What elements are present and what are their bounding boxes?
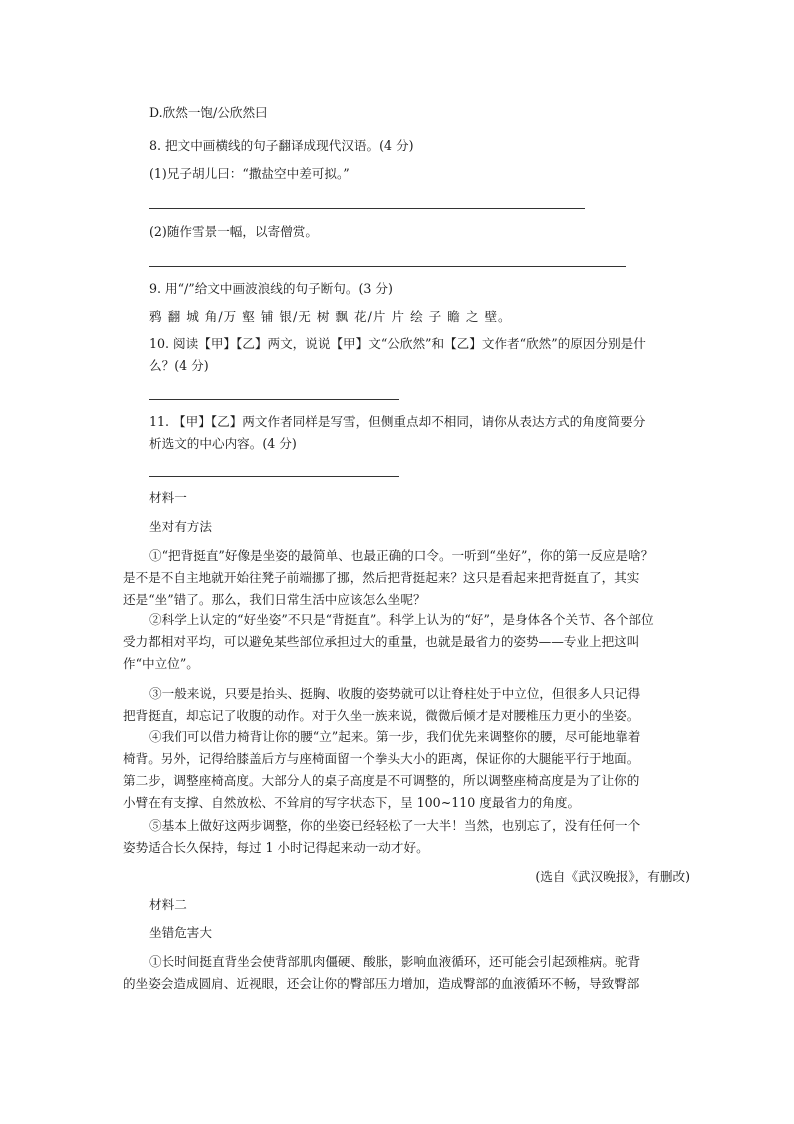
paragraph-line: 还是“坐”错了。那么，我们日常生活中应该怎么坐呢？ [123,592,426,607]
paragraph-line: 小臂在有支撑、自然放松、不耸肩的写字状态下，呈 100~110 度最省力的角度。 [123,795,581,810]
material2-label: 材料二 [149,897,187,912]
paragraph-line: 把背挺直，却忘记了收腹的动作。对于久坐一族来说，微微后倾才是对腰椎压力更小的坐姿。 [123,708,640,723]
q8-item2: (2)随作雪景一幅，以寄僧赏。 [149,224,318,239]
paragraph-line: 的坐姿会造成圆肩、近视眼，还会让你的臀部压力增加，造成臀部的血液循环不畅，导致臀部 [123,976,640,991]
material1-source: (选自《武汉晚报》，有删改) [535,869,690,884]
material2-title: 坐错危害大 [149,925,212,940]
paragraph-line: 作“中立位”。 [123,656,199,671]
paragraph-line: 受力都相对平均，可以避免某些部位承担过大的重量，也就是最省力的姿势——专业上把这叫 [123,634,640,649]
paragraph-line: 第二步，调整座椅高度。大部分人的桌子高度是不可调整的，所以调整座椅高度是为了让你的 [123,773,640,788]
q8-prompt: 8. 把文中画横线的句子翻译成现代汉语。(4 分) [149,138,414,153]
q10-prompt-line1: 10. 阅读【甲】【乙】两文，说说【甲】文“公欣然”和【乙】文作者“欣然”的原因分别是什 [149,336,646,351]
paragraph-line: 姿势适合长久保持，每过 1 小时记得起来动一动才好。 [123,840,429,855]
paragraph-line: ⑤基本上做好这两步调整，你的坐姿已经轻松了一大半！当然，也别忘了，没有任何一个 [149,818,641,833]
paragraph-line: ①长时间挺直背坐会使背部肌肉僵硬、酸胀，影响血液循环，还可能会引起颈椎病。驼背 [149,954,641,969]
q8-item1: (1)兄子胡儿曰：“撒盐空中差可拟。” [149,166,350,181]
q11-prompt-line2: 析选文的中心内容。(4 分) [149,436,297,451]
material1-label: 材料一 [149,490,187,505]
q9-sentence: 鸦 翻 城 角/万 壑 铺 银/无 树 飘 花/片 片 绘 子 瞻 之 壁。 [149,309,512,324]
q8-item2-answer-line[interactable] [149,266,626,267]
material1-title: 坐对有方法 [149,519,212,534]
q11-prompt-line1: 11. 【甲】【乙】两文作者同样是写雪，但侧重点却不相同，请你从表达方式的角度简要分 [149,414,646,429]
paragraph-line: ①“把背挺直”好像是坐姿的最简单、也最正确的口令。一听到“坐好”，你的第一反应是啥？ [149,548,654,563]
paragraph-line: 椅背。另外，记得给膝盖后方与座椅面留一个拳头大小的距离，保证你的大腿能平行于地面。 [123,751,640,766]
paragraph-line: ④我们可以借力椅背让你的腰“立”起来。第一步，我们优先来调整你的腰，尽可能地靠着 [149,729,641,744]
q9-prompt: 9. 用“/”给文中画波浪线的句子断句。(3 分) [149,281,393,296]
paragraph-line: ②科学上认定的“好坐姿”不只是“背挺直”。科学上认为的“好”，是身体各个关节、各个部位 [149,612,654,627]
paragraph-line: 是不是不自主地就开始往凳子前端挪了挪，然后把背挺起来？这只是看起来把背挺直了，其实 [123,570,640,585]
q11-answer-line[interactable] [149,476,399,477]
q7-option-d: D.欣然一饱/公欣然曰 [149,105,268,120]
q10-prompt-line2: 么？(4 分) [149,358,209,373]
q10-answer-line[interactable] [149,399,399,400]
paragraph-line: ③一般来说，只要是抬头、挺胸、收腹的姿势就可以让脊柱处于中立位，但很多人只记得 [149,686,641,701]
q8-item1-answer-line[interactable] [149,208,585,209]
